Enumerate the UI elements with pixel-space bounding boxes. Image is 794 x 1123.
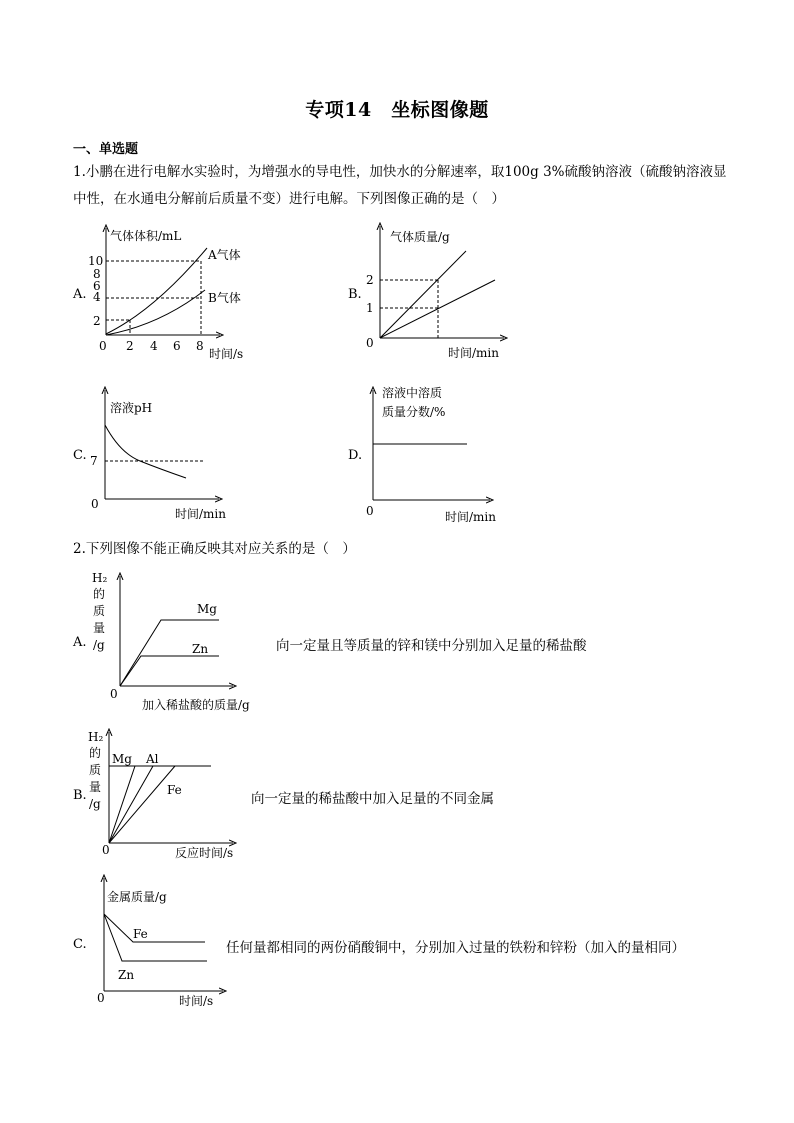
q1-option-d-label[interactable]: D.: [348, 448, 363, 463]
q1a-xtick: 2: [126, 339, 134, 353]
q2a-y-label-char: H₂: [92, 571, 108, 585]
q2-chart-b: [85, 728, 255, 863]
q1c-ytick: 7: [90, 454, 98, 468]
q2-option-a-label[interactable]: A.: [73, 635, 87, 650]
q1a-xtick: 8: [196, 339, 204, 353]
q2b-y-label-char: H₂: [88, 730, 104, 744]
q1a-ytick: 10: [88, 254, 104, 268]
q2b-fe-label: Fe: [167, 783, 182, 797]
q1b-x-label: 时间/min: [448, 346, 499, 360]
q1b-ytick: 2: [366, 273, 374, 287]
q1a-series-a-label: A气体: [208, 248, 241, 262]
q2a-origin: 0: [110, 687, 118, 701]
q2a-y-label-char: /g: [93, 638, 105, 652]
q1a-ytick: 4: [93, 290, 101, 304]
q1-chart-d: [362, 380, 522, 530]
q1a-xtick: 6: [173, 339, 181, 353]
question-1-text: 1.小鹏在进行电解水实验时，为增强水的导电性，加快水的分解速率，取100g 3%硫酸钠溶液（硫酸钠溶液显中性，在水通电分解前后质量不变）进行电解。下列图像正确的是（ ）: [73, 164, 727, 207]
q2a-x-label: 加入稀盐酸的质量/g: [142, 698, 250, 712]
q1c-ph-curve: [105, 425, 186, 478]
q2c-origin: 0: [97, 991, 105, 1005]
q1-chart-c: [85, 385, 245, 525]
q1d-origin: 0: [366, 504, 374, 518]
q1c-x-label: 时间/min: [175, 507, 226, 521]
q2-option-b-desc: 向一定量的稀盐酸中加入足量的不同金属: [251, 791, 494, 807]
q2c-fe-line: [104, 914, 205, 942]
q2a-zn-label: Zn: [192, 642, 209, 656]
q2b-x-label: 反应时间/s: [175, 846, 234, 860]
q1a-series-b-label: B气体: [208, 291, 241, 305]
q1d-x-label: 时间/min: [445, 510, 496, 524]
q2b-y-label-char: 量: [89, 780, 102, 794]
q2b-y-label-char: 质: [89, 763, 102, 777]
q1a-ytick: 2: [93, 314, 101, 328]
q2b-al-label: Al: [146, 752, 159, 766]
q2c-zn-line: [104, 914, 207, 961]
q1b-shallow-line: [380, 280, 495, 338]
q1a-origin: 0: [99, 339, 107, 353]
question-2-text: 2.下列图像不能正确反映其对应关系的是（ ）: [73, 541, 356, 557]
q1a-ytick: 6: [93, 279, 101, 293]
q1-chart-a: [85, 220, 295, 365]
q2a-mg-label: Mg: [197, 602, 217, 616]
q2-option-c-desc: 任何量都相同的两份硝酸铜中，分别加入过量的铁粉和锌粉（加入的量相同）: [226, 940, 685, 956]
q1d-y-label-line2: 质量分数/%: [382, 405, 446, 419]
q1b-steep-line: [380, 251, 466, 338]
q1b-ytick: 1: [366, 301, 374, 315]
q1a-series-b-line: [106, 290, 205, 335]
q1a-ytick: 8: [93, 267, 101, 281]
section-heading: 一、单选题: [73, 142, 139, 157]
q2c-y-label: 金属质量/g: [107, 890, 167, 904]
q2-option-a-desc: 向一定量且等质量的锌和镁中分别加入足量的稀盐酸: [276, 638, 587, 654]
q2a-y-label-char: 的: [93, 587, 106, 601]
q2c-fe-label: Fe: [133, 927, 148, 941]
q2-option-b-label[interactable]: B.: [73, 788, 87, 803]
q1-option-a-label[interactable]: A.: [73, 287, 87, 302]
q2-option-c-label[interactable]: C.: [73, 937, 87, 952]
q2a-y-label-char: 量: [93, 621, 106, 635]
q2b-origin: 0: [102, 843, 110, 857]
page-title: 专项14 坐标图像题: [305, 99, 489, 121]
q2b-y-label-char: /g: [89, 797, 101, 811]
q2c-x-label: 时间/s: [179, 994, 214, 1008]
q1a-xtick: 4: [150, 339, 158, 353]
q2a-y-label-char: 质: [93, 604, 106, 618]
q1d-y-label-line1: 溶液中溶质: [382, 386, 443, 400]
q1b-origin: 0: [366, 336, 374, 350]
q1c-origin: 0: [91, 497, 99, 511]
q2b-mg-label: Mg: [112, 752, 132, 766]
q2c-zn-label: Zn: [118, 968, 135, 982]
q1a-y-label: 气体体积/mL: [110, 229, 182, 243]
q1b-y-label: 气体质量/g: [390, 230, 450, 244]
q1-option-c-label[interactable]: C.: [73, 448, 87, 463]
q1c-y-label: 溶液pH: [110, 401, 153, 415]
q2b-fe-line: [109, 766, 175, 843]
q2-chart-a: [85, 568, 285, 718]
q2b-y-label-char: 的: [89, 746, 102, 760]
q1-option-b-label[interactable]: B.: [348, 287, 362, 302]
q1a-x-label: 时间/s: [209, 347, 244, 361]
q1-chart-b: [362, 220, 522, 365]
q2a-zn-line: [120, 656, 219, 686]
